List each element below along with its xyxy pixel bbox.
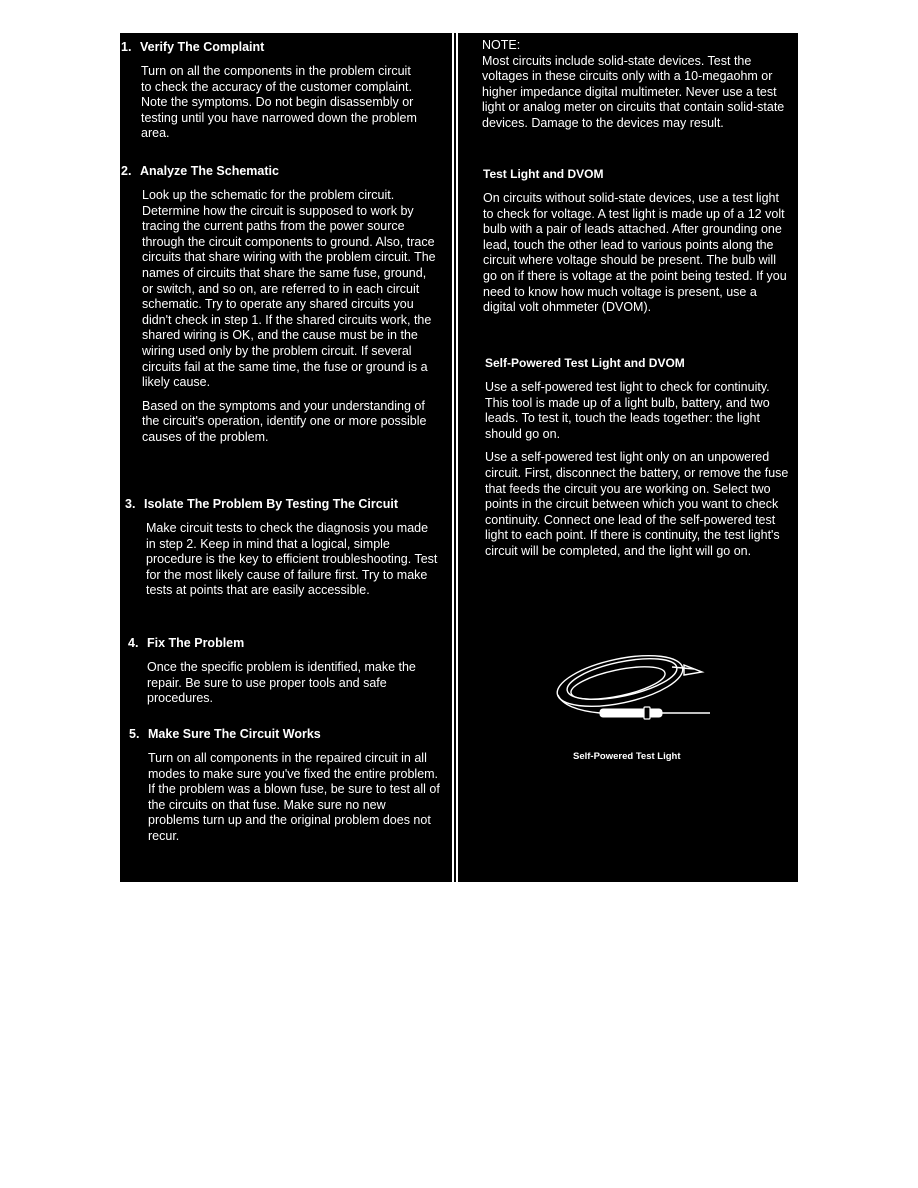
step-4-body [147, 660, 439, 707]
step-4-title: Fix The Problem [147, 636, 245, 650]
step-1-title: Verify The Complaint [140, 40, 265, 54]
self-powered-heading: Self-Powered Test Light and DVOM [485, 356, 685, 370]
step-1 [121, 40, 439, 142]
test-light-heading: Test Light and DVOM [483, 167, 604, 181]
document-panel [120, 33, 798, 882]
step-5-body [148, 751, 440, 845]
step-4-heading [128, 636, 446, 651]
note-label: NOTE: [482, 38, 521, 52]
step-3-paragraph-1: Make circuit tests to check the diagnosis you made in step 2. Keep in mind that a logical, simple procedure is the key to efficient troubleshooting. Test for the most likely cause of failure first. Try to make tests at points that are easily accessible. [146, 521, 438, 598]
step-2-paragraph-1: Look up the schematic for the problem circuit. Determine how the circuit is supposed to work by tracing the current paths from the power source through the circuit components to ground. Also, trace circuits that share wiring with the problem circuit. The names of circuits that share the same fuse, ground, or switch, and so on, are referred to in each circuit schematic. Try to operate any shared circuits you didn't check in step 1. If the shared circuits work, the shared wiring is OK, and the cause must be in the wiring used only by the problem circuit. If several circuits fail at the same time, the fuse or ground is a likely cause. [142, 188, 436, 390]
step-1-body [141, 64, 419, 142]
test-light-section [483, 167, 793, 316]
step-1-paragraph-1: Turn on all the components in the problem circuit to check the accuracy of the customer complaint. Note the symptoms. Do not begin disassembly or testing until you have narrowed down the problem area. [141, 64, 417, 141]
column-divider-left [452, 33, 454, 882]
step-2-heading [121, 164, 439, 179]
step-5 [129, 727, 447, 845]
step-5-paragraph-1: Turn on all components in the repaired circuit in all modes to make sure you've fixed the entire problem. If the problem was a blown fuse, be sure to test all of the circuits on that fuse. Make sure no new problems turn up and the original problem does not recur. [148, 751, 440, 843]
step-4-paragraph-1: Once the specific problem is identified, make the repair. Be sure to use proper tools and safe procedures. [147, 660, 416, 706]
step-2 [121, 164, 439, 446]
step-5-heading [129, 727, 447, 742]
step-3-title: Isolate The Problem By Testing The Circuit [144, 497, 398, 511]
self-powered-section [485, 356, 795, 560]
self-powered-paragraph-2: Use a self-powered test light only on an unpowered circuit. First, disconnect the battery, or remove the fuse that feeds the circuit you are working on. Select two points in the circuit between which you want to check continuity. Connect one lead of the self-powered test light to each point. If there is continuity, the test light's circuit will be completed, and the light will go on. [485, 450, 789, 558]
step-2-body [142, 188, 436, 446]
step-3-number: 3. [125, 497, 136, 511]
step-4-number: 4. [128, 636, 139, 650]
step-3-body [146, 521, 438, 599]
column-divider-right [456, 33, 458, 882]
step-2-title: Analyze The Schematic [140, 164, 279, 178]
self-powered-paragraph-1: Use a self-powered test light to check for continuity. This tool is made up of a light bulb, battery, and two leads. To test it, touch the leads together: the light should go on. [485, 380, 770, 441]
step-1-heading [121, 40, 439, 55]
step-5-title: Make Sure The Circuit Works [148, 727, 321, 741]
figure-caption: Self-Powered Test Light [573, 751, 681, 762]
note-text: Most circuits include solid-state devices. Test the voltages in these circuits only with a 10-megaohm or higher impedance digital multimeter. Never use a test light or analog meter on circuits that contain solid-state devices. Damage to the devices may result. [482, 53, 785, 130]
note-block [482, 38, 792, 132]
step-3-heading [125, 497, 443, 512]
step-2-number: 2. [121, 164, 132, 178]
step-4 [128, 636, 446, 707]
step-3 [125, 497, 443, 599]
step-2-paragraph-2: Based on the symptoms and your understanding of the circuit's operation, identify one or more possible causes of the problem. [142, 398, 427, 444]
step-5-number: 5. [129, 727, 140, 741]
test-light-text: On circuits without solid-state devices, use a test light to check for voltage. A test light is made up of a 12 volt bulb with a pair of leads attached. After grounding one lead, touch the other lead to various points along the circuit where voltage should be present. The bulb will go on if there is voltage at the point being tested. If you need to know how much voltage is present, use a digital volt ohmmeter (DVOM). [483, 191, 787, 315]
step-1-number: 1. [121, 40, 132, 54]
self-powered-body [485, 380, 791, 560]
test-light-illustration-icon [544, 645, 716, 735]
